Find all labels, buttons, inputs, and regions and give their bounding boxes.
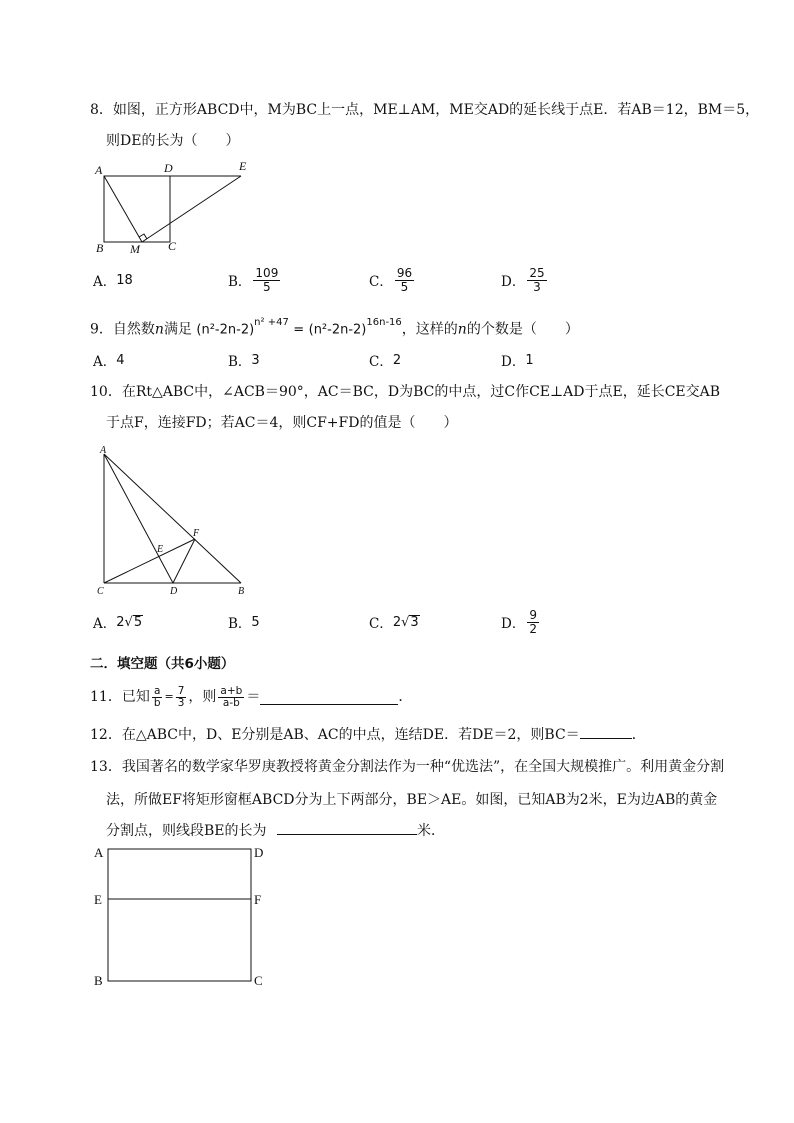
section-heading: 二．填空题（共6小题） [90,656,235,672]
fraction [527,609,539,636]
q9-variable: n [457,321,467,338]
q12-number: 12． [90,727,122,743]
answer-blank[interactable] [580,724,632,739]
q11-text: ＝ [246,689,261,705]
q9-base: (n²-2n-2) [308,322,367,338]
q9-option-c [369,344,401,376]
q9-text: 的个数是（ ） [466,321,579,338]
q13-label-F: F [254,892,262,907]
numerator: 109 [255,265,279,280]
q8-line-ME [142,176,241,242]
q8-options [93,264,733,296]
q13-text: 分割点，则线段BE的长为 [106,823,267,839]
denominator: 3 [533,279,541,294]
fraction [152,686,163,709]
option-value: 5 [251,614,260,630]
q8-label-B: B [96,241,104,255]
q11-text: 已知 [121,689,150,705]
denominator: 2 [529,621,537,636]
q13-text: 米． [416,823,445,839]
option-label: D． [501,616,526,632]
fraction [527,267,546,294]
q13-label-C: C [254,973,263,988]
q8-number: 8． [90,102,113,118]
q13-line2: 法，所做EF将矩形窗框ABCD分为上下两部分，BE＞AE。如图，已知AB为2米，E为边AB的黄金 [106,792,718,808]
q8-line2: 则DE的长为（ ） [106,133,240,149]
q10-label-C: C [97,586,104,597]
q13-label-B: B [94,973,103,988]
q10-label-A: A [100,445,107,456]
q10-figure [94,444,254,600]
q10-side-AB [104,454,241,583]
q11-text: ． [398,689,413,705]
q9-text: 满足 [163,321,192,338]
q13-line1 [90,757,724,777]
numerator: 7 [177,684,185,697]
q8-label-A: A [95,163,103,177]
q8-figure [94,158,254,258]
q10-line1 [90,382,720,402]
q8-label-C: C [168,239,177,253]
option-label: B． [228,616,252,632]
option-label: B． [228,354,252,370]
numerator: 9 [529,607,537,622]
q10-text-line1: 在Rt△ABC中，∠ACB＝90°，AC＝BC，D为BC的中点，过C作CE⊥AD于点E，延长CE交AB [121,384,721,400]
q10-label-B: B [238,586,245,597]
q9-text: ，这样的 [401,321,458,338]
coefficient: 2 [392,614,402,630]
q8-square [104,176,170,242]
option-label: C． [369,616,393,632]
q9-number: 9． [90,321,113,338]
q8-option-c [369,264,416,296]
q13-label-D: D [254,845,264,860]
radicand: 5 [133,614,143,630]
q9-base: (n²-2n-2) [196,322,255,338]
option-value: 2 [392,352,402,368]
option-value: 3 [251,352,260,368]
q12-line [90,724,646,745]
q11-text: ，则 [188,689,217,705]
fraction [176,686,187,709]
q8-option-a [93,264,133,296]
q8-line-AM [104,176,142,242]
option-label: D． [501,354,526,370]
q9-option-a [93,344,125,376]
q12-text: 在△ABC中，D、E分别是AB、AC的中点，连结DE．若DE＝2，则BC＝ [121,727,580,743]
option-label: A． [93,354,117,370]
denominator: b [153,696,161,709]
q13-label-A: A [94,845,104,860]
q13-figure [92,840,272,992]
q8-label-M: M [130,242,140,256]
q10-options [93,606,733,638]
q13-window-frame [108,849,251,981]
q9-option-b [228,344,260,376]
answer-blank[interactable] [277,820,417,835]
q10-option-c [369,606,420,638]
q8-option-d [501,264,549,296]
option-value: 4 [116,352,125,368]
q13-text-line1: 我国著名的数学家华罗庚教授将黄金分割法作为一种“优选法”，在全国大规模推广。利用黄金分割 [121,759,725,775]
q8-option-b [228,264,282,296]
sqrt-sign: √ [124,614,133,630]
answer-blank[interactable] [260,690,398,705]
denominator: 3 [177,696,185,709]
q9-exponent-left: n² +47 [254,317,289,328]
option-value: 18 [116,272,133,288]
q10-line-AD [104,454,173,583]
q9-equals: = [293,322,305,338]
sqrt-sign: √ [401,614,410,630]
q9-option-d [501,344,534,376]
q8-label-D: D [164,161,173,175]
q9-variable: n [154,321,164,338]
numerator: a [153,684,161,697]
q9-text: 自然数 [112,321,155,338]
q8-label-E: E [239,159,247,173]
numerator: 25 [529,265,545,280]
q10-label-F: F [193,528,200,539]
denominator: 5 [400,279,409,294]
option-label: A． [93,616,117,632]
q11-line [90,682,412,712]
q9-line [90,313,579,344]
denominator: a-b [222,696,240,709]
q13-line3 [106,820,445,841]
q10-number: 10． [90,384,122,400]
equals: = [164,690,174,703]
q13-label-E: E [94,892,102,907]
fraction [395,267,414,294]
option-label: D． [501,274,526,290]
q13-number: 13． [90,759,122,775]
option-label: B． [228,274,252,290]
q9-exponent-right: 16n-16 [366,317,402,328]
denominator: 5 [263,279,271,294]
option-label: C． [369,354,393,370]
q10-line2: 于点F，连接FD；若AC＝4，则CF+FD的值是（ ） [106,415,458,431]
option-value: 1 [525,352,534,368]
q10-label-E: E [157,544,164,555]
q10-line-CF [104,539,195,583]
q11-number: 11． [90,689,122,705]
coefficient: 2 [116,614,125,630]
numerator: a+b [220,684,243,697]
q9-options [93,344,733,376]
option-label: C． [369,274,393,290]
fraction [253,267,280,294]
q10-option-a [93,606,143,638]
q10-option-d [501,606,541,638]
q10-option-b [228,606,260,638]
q8-line1 [90,100,759,120]
q10-label-D: D [170,586,178,597]
q8-text-line1: 如图，正方形ABCD中，M为BC上一点，ME⊥AM，ME交AD的延长线于点E．若AB＝12，BM＝5， [112,102,760,118]
q10-line-FD [173,539,195,583]
radicand: 3 [410,614,419,630]
option-label: A． [93,274,117,290]
q12-text: ． [631,727,646,743]
fraction [218,686,244,709]
numerator: 96 [396,265,413,280]
